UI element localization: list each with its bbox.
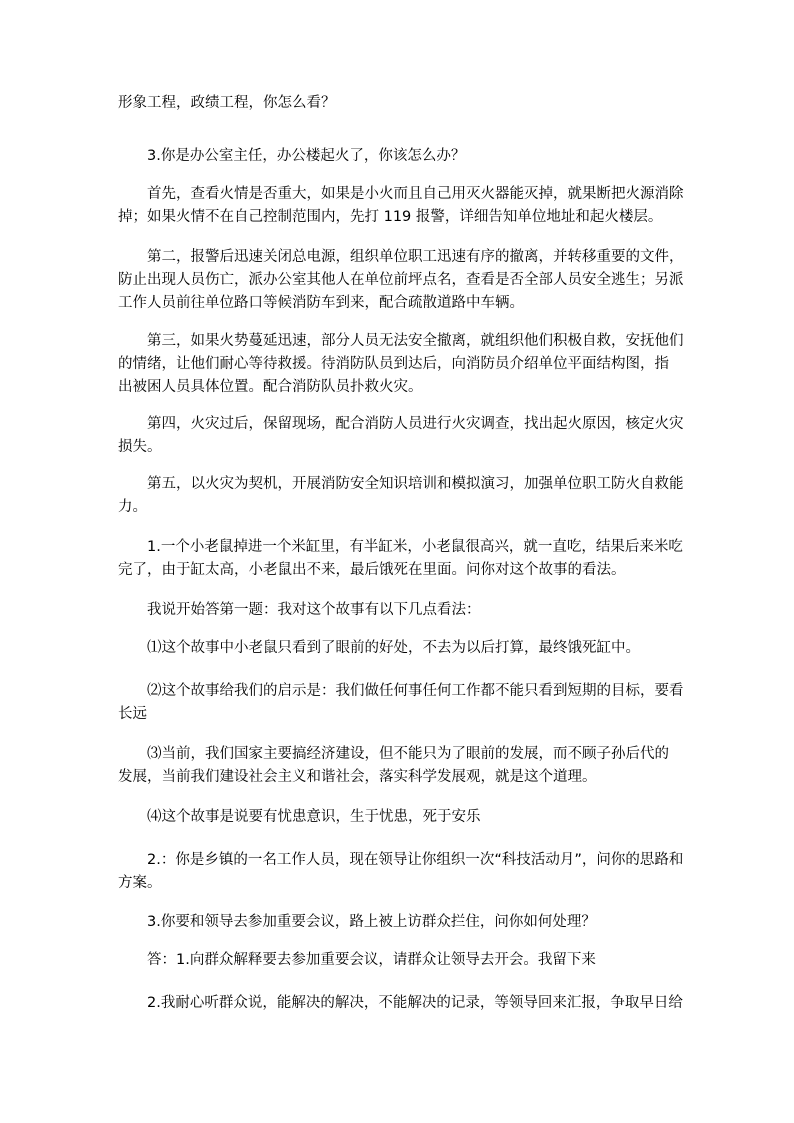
text-line: 工作人员前往单位路口等候消防车到来，配合疏散道路中车辆。 — [118, 295, 524, 311]
paragraph-p12 — [118, 743, 678, 789]
text-line: 2.：你是乡镇的一名工作人员，现在领导让你组织一次“科技活动月”，问你的思路和 — [118, 852, 684, 868]
text-line: 3.你是办公室主任，办公楼起火了，你该怎么办？ — [118, 148, 466, 164]
text-line: 损失。 — [118, 439, 162, 455]
text-line: 答：1.向群众解释要去参加重要会议，请群众让领导去开会。我留下来 — [118, 952, 596, 968]
paragraph-p1 — [118, 92, 678, 115]
paragraph-p13 — [118, 806, 678, 829]
text-line: 掉；如果火情不在自己控制范围内，先打 119 报警，详细告知单位地址和起火楼层。 — [118, 209, 663, 225]
paragraph-p15 — [118, 911, 678, 934]
paragraph-p2 — [118, 145, 678, 168]
text-line: ⑷这个故事是说要有忧患意识，生于忧患，死于安乐 — [118, 809, 481, 825]
text-line: 完了，由于缸太高，小老鼠出不来，最后饿死在里面。问你对这个故事的看法。 — [118, 562, 626, 578]
text-line: ⑵这个故事给我们的启示是：我们做任何事任何工作都不能只看到短期的目标，要看 — [118, 683, 684, 699]
text-line: 防止出现人员伤亡，派办公室其他人在单位前坪点名，查看是否全部人员安全逃生；另派 — [118, 272, 684, 288]
text-line: 长远 — [118, 706, 147, 722]
text-line: 形象工程，政绩工程，你怎么看？ — [118, 95, 336, 111]
text-line: 第五，以火灾为契机，开展消防安全知识培训和模拟演习，加强单位职工防火自救能 — [118, 476, 684, 492]
text-line: 方案。 — [118, 875, 162, 891]
text-line: 力。 — [118, 499, 147, 515]
text-line: 第四，火灾过后，保留现场，配合消防人员进行火灾调查，找出起火原因，核定火灾 — [118, 416, 684, 432]
text-line: ⑶当前，我们国家主要搞经济建设，但不能只为了眼前的发展，而不顾子孙后代的 — [118, 746, 669, 762]
paragraph-p6 — [118, 413, 684, 459]
paragraph-p4 — [118, 246, 684, 315]
paragraph-p10 — [118, 637, 678, 660]
text-line: 2.我耐心听群众说，能解决的解决，不能解决的记录，等领导回来汇报，争取早日给 — [118, 995, 683, 1011]
paragraph-p11 — [118, 680, 684, 726]
paragraph-p3 — [118, 183, 684, 229]
text-line: 3.你要和领导去参加重要会议，路上被上访群众拦住，问你如何处理？ — [118, 914, 596, 930]
text-line: 发展，当前我们建设社会主义和谐社会，落实科学发展观，就是这个道理。 — [118, 769, 597, 785]
text-line: 出被困人员具体位置。配合消防队员扑救火灾。 — [118, 379, 423, 395]
text-line: 我说开始答第一题：我对这个故事有以下几点看法： — [118, 602, 481, 618]
text-line: 第三，如果火势蔓延迅速，部分人员无法安全撤离，就组织他们积极自救，安抚他们 — [118, 333, 684, 349]
text-line: 1.一个小老鼠掉进一个米缸里，有半缸米，小老鼠很高兴，就一直吃，结果后来米吃 — [118, 539, 683, 555]
paragraph-p14 — [118, 849, 684, 895]
text-line: 首先，查看火情是否重大，如果是小火而且自己用灭火器能灭掉，就果断把火源消除 — [118, 186, 684, 202]
paragraph-p16 — [118, 949, 678, 972]
paragraph-p7 — [118, 473, 684, 519]
paragraph-p8 — [118, 536, 683, 582]
text-line: 的情绪，让他们耐心等待救援。待消防队员到达后，向消防员介绍单位平面结构图，指 — [118, 356, 669, 372]
paragraph-p9 — [118, 599, 678, 622]
paragraph-p17 — [118, 992, 683, 1015]
text-line: 第二，报警后迅速关闭总电源，组织单位职工迅速有序的撤离，并转移重要的文件， — [118, 249, 684, 265]
paragraph-p5 — [118, 330, 684, 399]
text-line: ⑴这个故事中小老鼠只看到了眼前的好处，不去为以后打算，最终饿死缸中。 — [118, 640, 640, 656]
